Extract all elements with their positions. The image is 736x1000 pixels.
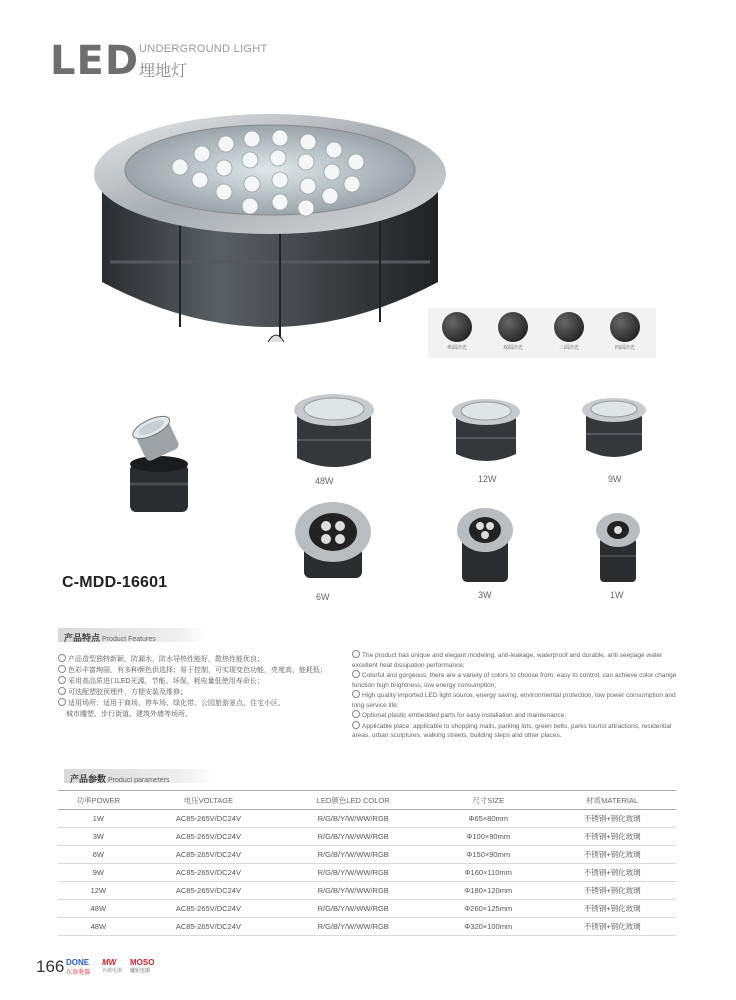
feature-item-en: Optional plastic embedded parts for easy installation and maintenance;: [352, 710, 678, 721]
cell-color: R/G/B/Y/W/WW/RGB: [278, 882, 428, 900]
page-number: 166: [36, 957, 65, 976]
cell-voltage: AC85-265V/DC24V: [139, 846, 279, 864]
feature-item-en: The product has unique and elegant modeling, anti-leakage, waterproof and durable, anti seepage water excellent heat dissipation performance;: [352, 652, 663, 669]
variant-label-48w: 48W: [315, 476, 334, 486]
cell-size: Φ100×90mm: [428, 828, 548, 846]
variant-12w-image: [448, 394, 524, 466]
cell-size: Φ180×120mm: [428, 882, 548, 900]
cell-material: 不锈钢+钢化玻璃: [548, 828, 676, 846]
brand-done-logo: [66, 958, 90, 976]
beam-option: [600, 312, 650, 351]
spotlight-insert-image: [118, 412, 198, 516]
cell-power: 9W: [58, 864, 139, 882]
cell-power: 48W: [58, 900, 139, 918]
feature-item-zh: 城市雕塑、步行街道、建筑外墙等场所。: [66, 711, 192, 718]
cell-voltage: AC85-265V/DC24V: [139, 900, 279, 918]
brand-mw-sub: 名微电器: [102, 968, 123, 974]
table-row: [58, 918, 676, 936]
cell-color: R/G/B/Y/W/WW/RGB: [278, 900, 428, 918]
feature-item-zh: 色彩丰富绚丽，有多种颜色供选择；易于控制，可实现变色功能，亮度高，能耗低；: [58, 665, 348, 676]
beam-quad-icon: [610, 312, 640, 342]
features-title-zh: 产品特点: [64, 633, 101, 643]
variant-label-12w: 12W: [478, 474, 497, 484]
cell-size: Φ320×100mm: [428, 918, 548, 936]
beam-option: [488, 312, 538, 351]
feature-item-zh: 适用场所：适用于商场、停车场、绿化带、公园旅游景点、住宅小区、: [58, 698, 348, 709]
cell-color: R/G/B/Y/W/WW/RGB: [278, 828, 428, 846]
cell-voltage: AC85-265V/DC24V: [139, 864, 279, 882]
params-table: [58, 790, 676, 936]
cell-color: R/G/B/Y/W/WW/RGB: [278, 846, 428, 864]
table-row: [58, 864, 676, 882]
header-title-zh: 埋地灯: [139, 63, 188, 80]
table-row: [58, 810, 676, 828]
col-header-color: LED颜色LED COLOR: [278, 791, 428, 810]
brand-moso-logo: [130, 958, 154, 974]
cell-material: 不锈钢+钢化玻璃: [548, 900, 676, 918]
cell-material: 不锈钢+钢化玻璃: [548, 882, 676, 900]
cell-size: Φ65×80mm: [428, 810, 548, 828]
features-section-header: [58, 628, 206, 642]
table-row: [58, 900, 676, 918]
cell-color: R/G/B/Y/W/WW/RGB: [278, 864, 428, 882]
brand-mw-logo: [102, 958, 122, 974]
cell-voltage: AC85-265V/DC24V: [139, 810, 279, 828]
features-list-zh: [58, 654, 348, 720]
beam-single-icon: [442, 312, 472, 342]
col-header-power: 功率POWER: [58, 791, 139, 810]
brand-done-sub: 东贵电器: [66, 970, 91, 976]
beam-triple-icon: [554, 312, 584, 342]
variant-48w-image: [289, 390, 379, 472]
main-product-image: [90, 112, 450, 352]
brand-moso: MOSO: [130, 958, 155, 967]
model-number: C-MDD-16601: [62, 574, 168, 591]
cell-material: 不锈钢+钢化玻璃: [548, 918, 676, 936]
variant-label-9w: 9W: [608, 474, 622, 484]
variant-label-6w: 6W: [316, 592, 330, 602]
footer-brands: [66, 958, 216, 978]
table-row: [58, 882, 676, 900]
feature-item-zh: 可选配塑胶预埋件，方便安装及维修；: [58, 687, 348, 698]
beam-double-icon: [498, 312, 528, 342]
brand-done: DONE: [66, 958, 90, 967]
beam-option: [544, 312, 594, 351]
feature-item-en: Colorful and gorgeous, there are a variety of colors to choose from; easy to control, can achieve color change function high brightness, low energy consumption;: [352, 672, 677, 689]
col-header-size: 尺寸SIZE: [428, 791, 548, 810]
cell-voltage: AC85-265V/DC24V: [139, 828, 279, 846]
variant-3w-image: [450, 504, 520, 588]
beam-option-label: 四面出光: [614, 345, 635, 351]
feature-item-zh: 产品造型独特新颖，防漏水，防水导热性能好，散热性能优良；: [58, 654, 348, 665]
header-led: LED: [50, 38, 140, 84]
cell-size: Φ150×90mm: [428, 846, 548, 864]
col-header-material: 材质MATERIAL: [548, 791, 676, 810]
cell-color: R/G/B/Y/W/WW/RGB: [278, 918, 428, 936]
cell-size: Φ260×125mm: [428, 900, 548, 918]
header-title-en: UNDERGROUND LIGHT: [139, 43, 268, 55]
table-row: [58, 828, 676, 846]
cell-power: 1W: [58, 810, 139, 828]
cell-voltage: AC85-265V/DC24V: [139, 882, 279, 900]
feature-item-en: High quality imported LED light source, energy saving, environmental protection, low power consumption and long service life;: [352, 692, 676, 709]
params-title-zh: 产品参数: [70, 774, 107, 784]
feature-item-zh: 采用高品质进口LED光源，节能、环保，耗电量低使用寿命长；: [58, 676, 348, 687]
cell-power: 48W: [58, 918, 139, 936]
beam-options-panel: [428, 308, 656, 358]
features-list-en: [352, 650, 678, 741]
cell-material: 不锈钢+钢化玻璃: [548, 846, 676, 864]
brand-moso-sub: 魔轮电器: [130, 968, 151, 974]
features-title-en: Product Features: [102, 636, 156, 643]
variant-1w-image: [588, 508, 648, 588]
variant-9w-image: [578, 394, 650, 464]
beam-option: [432, 312, 482, 351]
cell-power: 6W: [58, 846, 139, 864]
feature-item-en: Applicable place: applicable to shopping malls, parking lots, green belts, parks tourist attractions, residential areas, urban sculptures, walking streets, building steps and other places.: [352, 722, 672, 739]
table-row: [58, 846, 676, 864]
beam-option-label: 双面出光: [502, 345, 523, 351]
variant-label-3w: 3W: [478, 590, 492, 600]
table-header-row: [58, 791, 676, 810]
beam-option-label: 三面出光: [558, 345, 579, 351]
cell-color: R/G/B/Y/W/WW/RGB: [278, 810, 428, 828]
cell-material: 不锈钢+钢化玻璃: [548, 810, 676, 828]
brand-mw: MW: [102, 958, 117, 967]
cell-size: Φ160×110mm: [428, 864, 548, 882]
params-section-header: [64, 769, 212, 783]
cell-voltage: AC85-265V/DC24V: [139, 918, 279, 936]
beam-option-label: 单面出光: [446, 345, 467, 351]
variant-label-1w: 1W: [610, 590, 624, 600]
cell-power: 12W: [58, 882, 139, 900]
cell-material: 不锈钢+钢化玻璃: [548, 864, 676, 882]
col-header-voltage: 电压VOLTAGE: [139, 791, 279, 810]
variant-6w-image: [290, 496, 376, 586]
cell-power: 3W: [58, 828, 139, 846]
params-title-en: Product parameters: [108, 777, 170, 784]
